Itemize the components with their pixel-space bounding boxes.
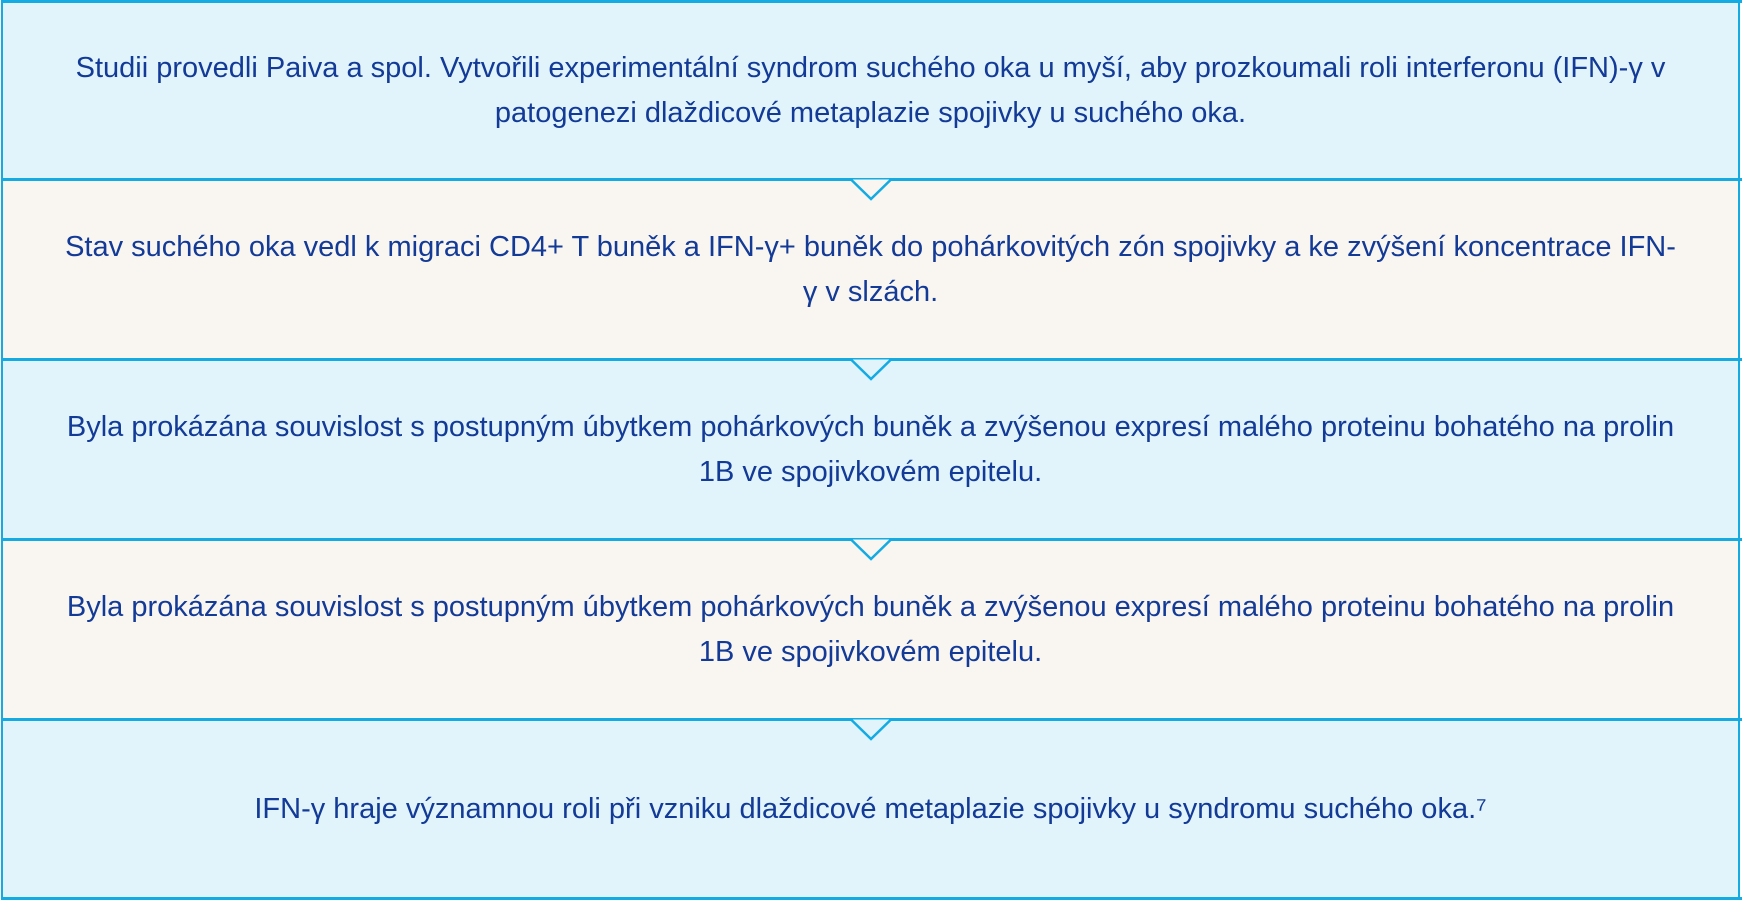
top-border (1, 0, 1742, 3)
flow-step-1-text: Studii provedli Paiva a spol. Vytvořili experimentální syndrom suchého oka u myší, aby prozkoumali roli interferonu (IFN)-γ v patogenezi dlaždicové metaplazie spojivky u suchého oka. (75, 51, 1666, 129)
flow-step-4-text: Byla prokázána souvislost s postupným úbytkem pohárkových buněk a zvýšenou expresí malého proteinu bohatého na prolin 1B ve spojivkovém epitelu. (66, 591, 1675, 668)
arrow-down-icon (851, 178, 891, 200)
flow-step-5 (1, 720, 1740, 899)
flow-step-2 (1, 180, 1740, 360)
arrow-down-icon (851, 538, 891, 560)
flow-step-4 (1, 540, 1740, 720)
flow-step-3 (1, 360, 1740, 540)
flow-step-1 (1, 1, 1740, 180)
flow-step-5-text: IFN-γ hraje významnou roli při vzniku dlaždicové metaplazie spojivky u syndromu suchého oka.⁷ (254, 793, 1487, 825)
flow-step-3-text: Byla prokázána souvislost s postupným úbytkem pohárkových buněk a zvýšenou expresí malého proteinu bohatého na prolin 1B ve spojivkovém epitelu. (66, 411, 1675, 488)
flow-step-2-text: Stav suchého oka vedl k migraci CD4+ T buněk a IFN-γ+ buněk do pohárkovitých zón spojivky a ke zvýšení koncentrace IFN-γ v slzách. (65, 231, 1676, 308)
arrow-down-icon (851, 718, 891, 740)
arrow-down-icon (851, 358, 891, 380)
